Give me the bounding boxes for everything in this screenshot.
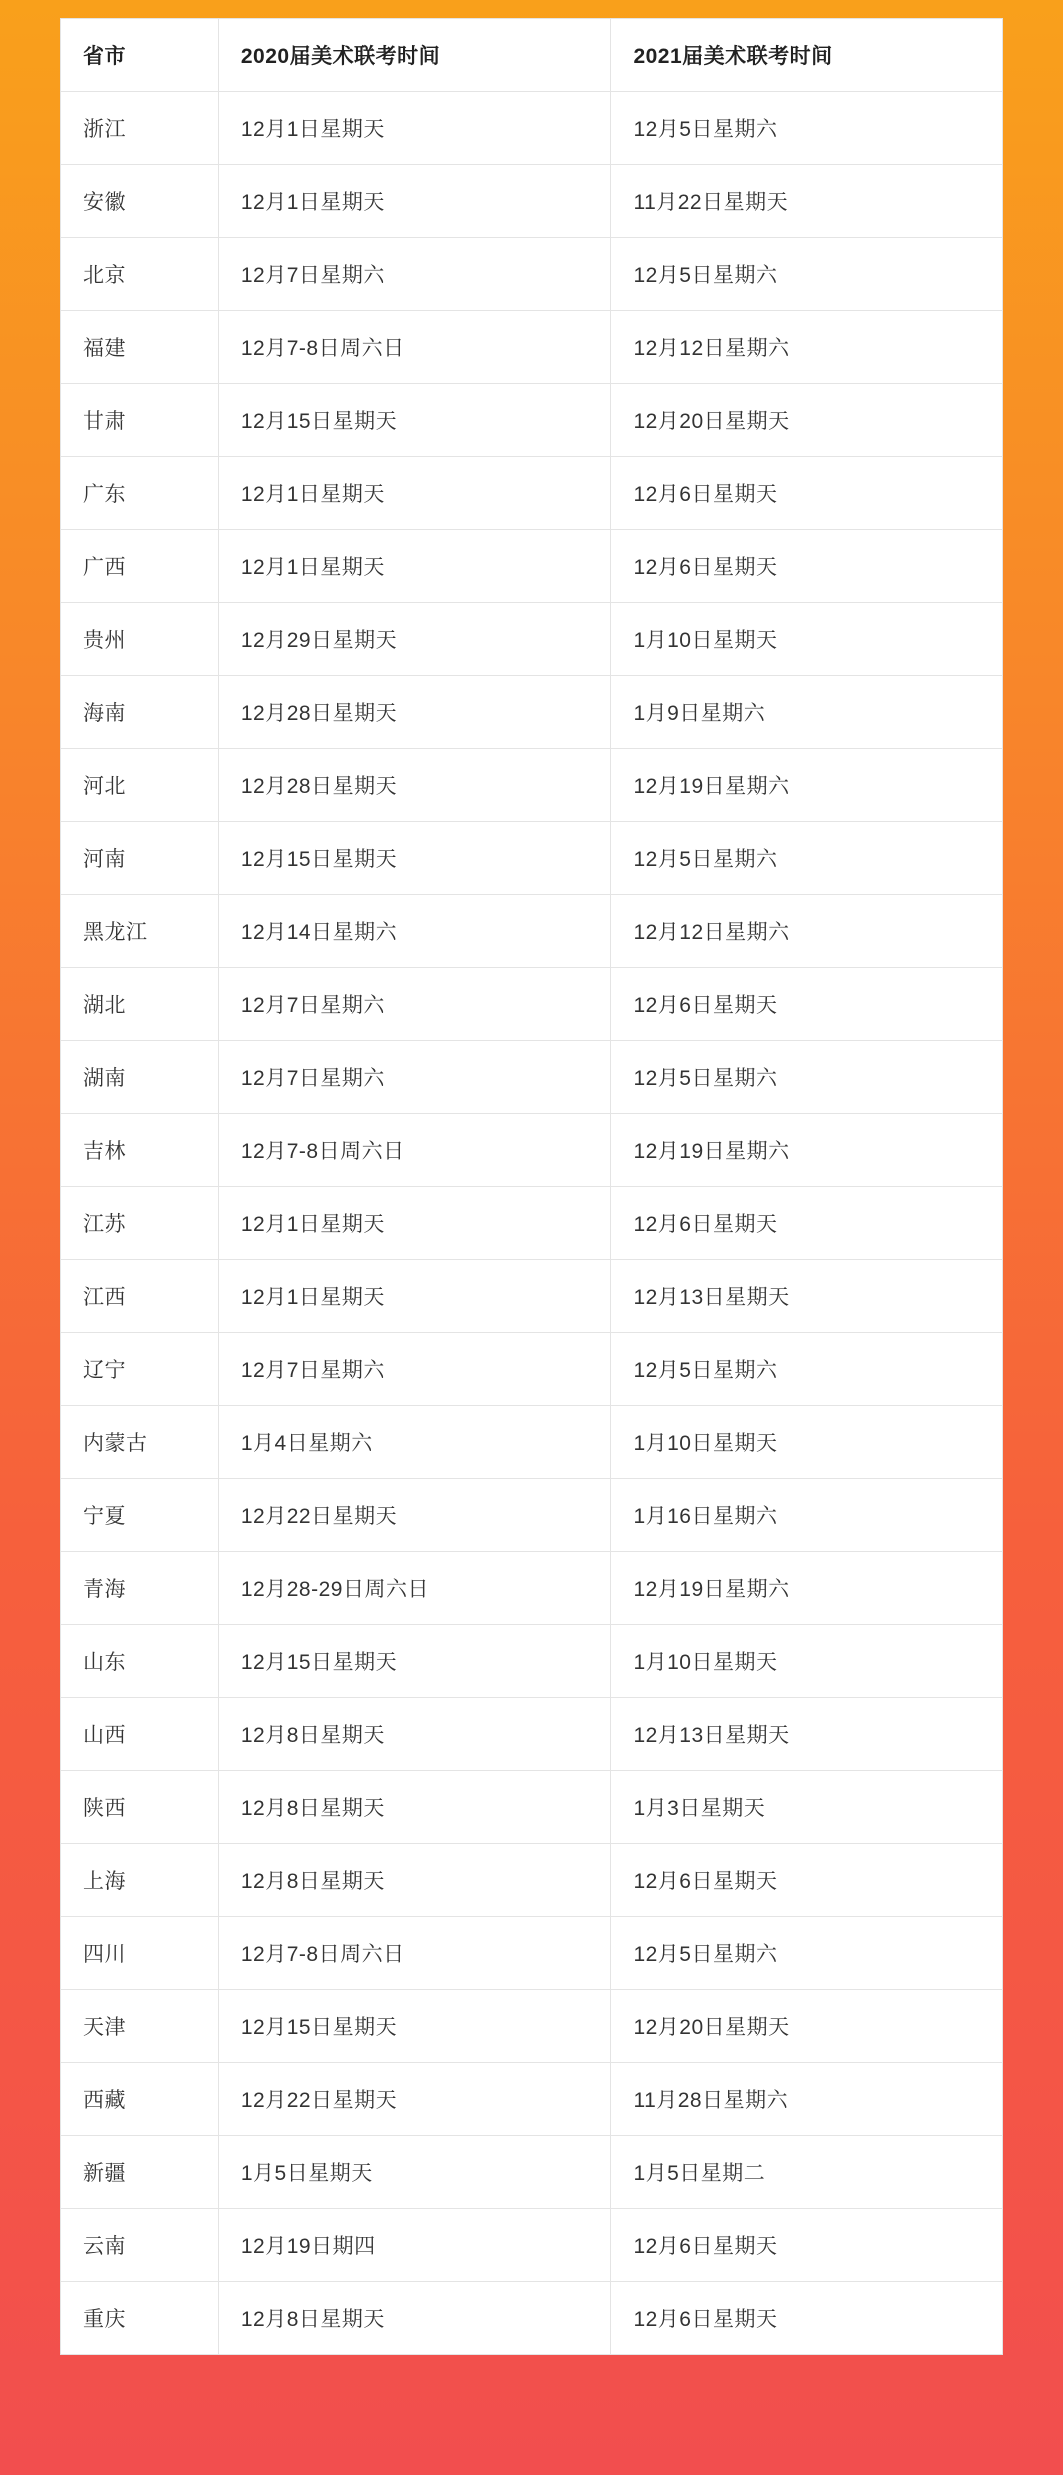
cell-2021: 12月5日星期六 <box>611 92 1003 165</box>
cell-2021: 12月12日星期六 <box>611 895 1003 968</box>
cell-province: 山东 <box>61 1625 219 1698</box>
table-row <box>61 1698 1003 1771</box>
cell-province: 黑龙江 <box>61 895 219 968</box>
cell-2021: 12月5日星期六 <box>611 1333 1003 1406</box>
table-row <box>61 749 1003 822</box>
cell-province: 新疆 <box>61 2136 219 2209</box>
cell-2021: 12月6日星期天 <box>611 1844 1003 1917</box>
cell-2020: 12月22日星期天 <box>218 2063 611 2136</box>
cell-province: 北京 <box>61 238 219 311</box>
table-row <box>61 92 1003 165</box>
table-header <box>61 19 1003 92</box>
cell-2020: 12月8日星期天 <box>218 1771 611 1844</box>
cell-2020: 12月7日星期六 <box>218 238 611 311</box>
cell-2021: 12月5日星期六 <box>611 1917 1003 1990</box>
cell-2020: 12月22日星期天 <box>218 1479 611 1552</box>
table-row <box>61 1771 1003 1844</box>
cell-province: 安徽 <box>61 165 219 238</box>
cell-2020: 12月7日星期六 <box>218 1041 611 1114</box>
cell-province: 海南 <box>61 676 219 749</box>
cell-province: 江西 <box>61 1260 219 1333</box>
cell-2021: 12月6日星期天 <box>611 968 1003 1041</box>
table-row <box>61 2282 1003 2355</box>
table-row <box>61 1625 1003 1698</box>
table-row <box>61 384 1003 457</box>
cell-province: 福建 <box>61 311 219 384</box>
exam-schedule-card <box>60 18 1003 2355</box>
cell-province: 湖北 <box>61 968 219 1041</box>
cell-2021: 12月5日星期六 <box>611 238 1003 311</box>
cell-2021: 12月13日星期天 <box>611 1260 1003 1333</box>
table-row <box>61 1479 1003 1552</box>
cell-2021: 12月19日星期六 <box>611 1552 1003 1625</box>
cell-2021: 12月5日星期六 <box>611 822 1003 895</box>
cell-province: 四川 <box>61 1917 219 1990</box>
table-row <box>61 895 1003 968</box>
cell-2020: 1月4日星期六 <box>218 1406 611 1479</box>
table-row <box>61 676 1003 749</box>
cell-2021: 12月6日星期天 <box>611 530 1003 603</box>
column-header-2021: 2021届美术联考时间 <box>611 19 1003 92</box>
cell-2020: 12月7日星期六 <box>218 1333 611 1406</box>
cell-2020: 12月15日星期天 <box>218 1625 611 1698</box>
cell-2020: 12月1日星期天 <box>218 1187 611 1260</box>
table-row <box>61 1406 1003 1479</box>
cell-province: 内蒙古 <box>61 1406 219 1479</box>
cell-2021: 1月9日星期六 <box>611 676 1003 749</box>
table-row <box>61 822 1003 895</box>
cell-2020: 12月7-8日周六日 <box>218 1917 611 1990</box>
cell-2020: 12月8日星期天 <box>218 1698 611 1771</box>
cell-2021: 1月16日星期六 <box>611 1479 1003 1552</box>
cell-2021: 12月20日星期天 <box>611 1990 1003 2063</box>
table-row <box>61 1041 1003 1114</box>
cell-2021: 1月10日星期天 <box>611 1625 1003 1698</box>
cell-2021: 1月5日星期二 <box>611 2136 1003 2209</box>
table-row <box>61 2136 1003 2209</box>
cell-province: 重庆 <box>61 2282 219 2355</box>
cell-2020: 12月28-29日周六日 <box>218 1552 611 1625</box>
table-row <box>61 1844 1003 1917</box>
cell-2021: 12月19日星期六 <box>611 1114 1003 1187</box>
cell-2020: 12月19日期四 <box>218 2209 611 2282</box>
cell-2020: 12月8日星期天 <box>218 2282 611 2355</box>
column-header-2020: 2020届美术联考时间 <box>218 19 611 92</box>
cell-province: 西藏 <box>61 2063 219 2136</box>
table-row <box>61 603 1003 676</box>
cell-2021: 1月10日星期天 <box>611 1406 1003 1479</box>
table-row <box>61 1917 1003 1990</box>
cell-2020: 12月1日星期天 <box>218 92 611 165</box>
cell-2020: 12月7日星期六 <box>218 968 611 1041</box>
table-row <box>61 1187 1003 1260</box>
cell-2021: 1月10日星期天 <box>611 603 1003 676</box>
cell-province: 青海 <box>61 1552 219 1625</box>
table-row <box>61 165 1003 238</box>
cell-2021: 12月19日星期六 <box>611 749 1003 822</box>
exam-schedule-table <box>60 18 1003 2355</box>
column-header-province: 省市 <box>61 19 219 92</box>
table-row <box>61 530 1003 603</box>
cell-2020: 12月8日星期天 <box>218 1844 611 1917</box>
cell-province: 云南 <box>61 2209 219 2282</box>
table-row <box>61 311 1003 384</box>
cell-2021: 12月20日星期天 <box>611 384 1003 457</box>
cell-2021: 12月6日星期天 <box>611 457 1003 530</box>
cell-2020: 12月15日星期天 <box>218 822 611 895</box>
table-row <box>61 2063 1003 2136</box>
cell-2020: 12月7-8日周六日 <box>218 311 611 384</box>
cell-2021: 12月13日星期天 <box>611 1698 1003 1771</box>
table-row <box>61 457 1003 530</box>
cell-2020: 12月15日星期天 <box>218 384 611 457</box>
cell-province: 河北 <box>61 749 219 822</box>
table-row <box>61 238 1003 311</box>
table-body <box>61 92 1003 2355</box>
cell-province: 宁夏 <box>61 1479 219 1552</box>
cell-2021: 1月3日星期天 <box>611 1771 1003 1844</box>
table-row <box>61 968 1003 1041</box>
table-row <box>61 2209 1003 2282</box>
cell-2020: 1月5日星期天 <box>218 2136 611 2209</box>
cell-2020: 12月28日星期天 <box>218 749 611 822</box>
cell-2021: 11月28日星期六 <box>611 2063 1003 2136</box>
table-row <box>61 1333 1003 1406</box>
cell-2021: 12月6日星期天 <box>611 2282 1003 2355</box>
cell-province: 湖南 <box>61 1041 219 1114</box>
cell-province: 贵州 <box>61 603 219 676</box>
cell-province: 江苏 <box>61 1187 219 1260</box>
cell-province: 天津 <box>61 1990 219 2063</box>
cell-2020: 12月28日星期天 <box>218 676 611 749</box>
cell-2020: 12月1日星期天 <box>218 165 611 238</box>
table-header-row <box>61 19 1003 92</box>
cell-2020: 12月1日星期天 <box>218 457 611 530</box>
cell-province: 辽宁 <box>61 1333 219 1406</box>
cell-province: 广东 <box>61 457 219 530</box>
cell-province: 广西 <box>61 530 219 603</box>
cell-2020: 12月15日星期天 <box>218 1990 611 2063</box>
cell-province: 陕西 <box>61 1771 219 1844</box>
cell-2021: 11月22日星期天 <box>611 165 1003 238</box>
cell-province: 吉林 <box>61 1114 219 1187</box>
cell-2020: 12月14日星期六 <box>218 895 611 968</box>
cell-province: 河南 <box>61 822 219 895</box>
cell-province: 浙江 <box>61 92 219 165</box>
cell-2021: 12月6日星期天 <box>611 1187 1003 1260</box>
cell-province: 上海 <box>61 1844 219 1917</box>
table-row <box>61 1552 1003 1625</box>
cell-province: 甘肃 <box>61 384 219 457</box>
table-row <box>61 1114 1003 1187</box>
cell-2020: 12月1日星期天 <box>218 530 611 603</box>
cell-province: 山西 <box>61 1698 219 1771</box>
cell-2021: 12月12日星期六 <box>611 311 1003 384</box>
cell-2021: 12月5日星期六 <box>611 1041 1003 1114</box>
cell-2020: 12月7-8日周六日 <box>218 1114 611 1187</box>
table-row <box>61 1260 1003 1333</box>
table-row <box>61 1990 1003 2063</box>
cell-2020: 12月1日星期天 <box>218 1260 611 1333</box>
cell-2020: 12月29日星期天 <box>218 603 611 676</box>
cell-2021: 12月6日星期天 <box>611 2209 1003 2282</box>
